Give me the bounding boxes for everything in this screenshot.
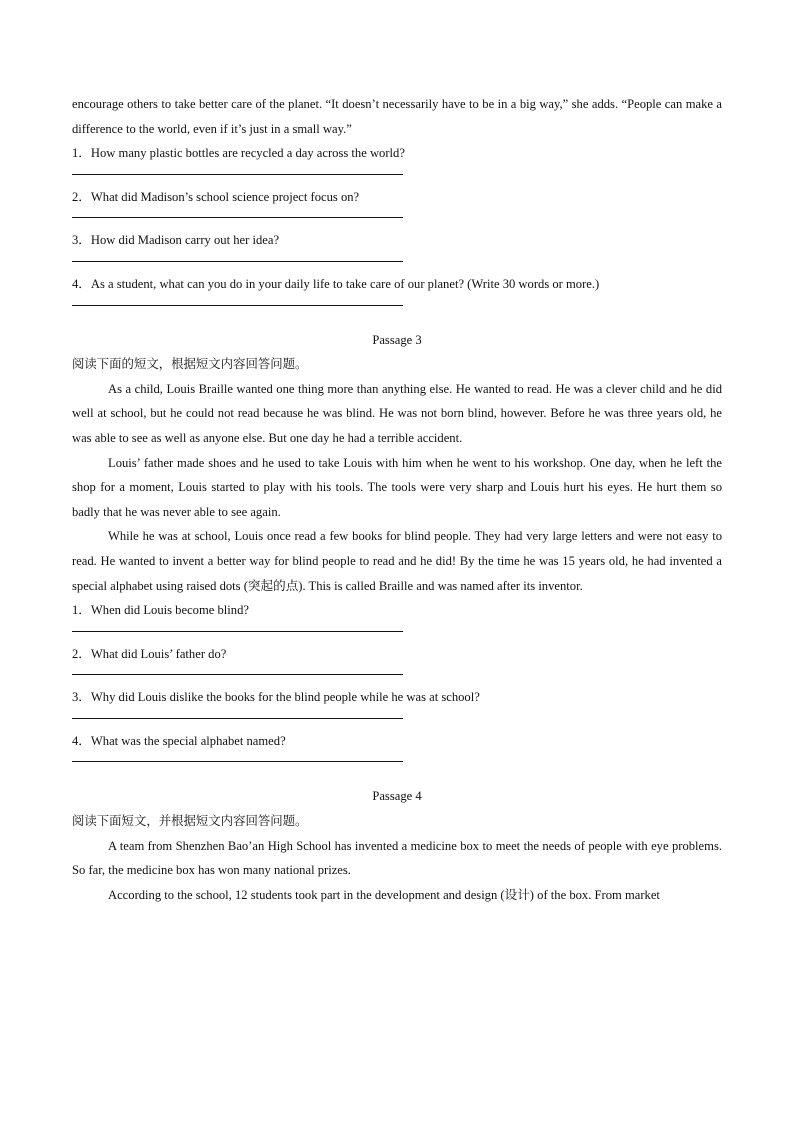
question-item: 3．Why did Louis dislike the books for the blind people while he was at school? [72,690,480,705]
passage-paragraph: As a child, Louis Braille wanted one thing more than anything else. He wanted to read. He was a clever child and he did well at school, but he could not read because he was blind. He was not born blind, however. Before he was three years old, he was able to see as well as anyone else. But one day he had a terrible accident. [72,381,722,445]
question-item: 2．What did Louis’ father do? [72,646,227,661]
passage-paragraph: According to the school, 12 students took part in the development and design (设计) of the box. From market [108,887,660,902]
passage-4 [72,784,722,907]
answer-line[interactable] [72,261,403,262]
answer-line[interactable] [72,217,403,218]
passage2-question-list [72,141,722,305]
passage-paragraph: Louis’ father made shoes and he used to take Louis with him when he went to his workshop. One day, when he left the shop for a moment, Louis started to play with his tools. The tools were very sharp and Louis hurt his eyes. He hurt them so badly that he was never able to see again. [72,455,722,519]
answer-line[interactable] [72,761,403,762]
passage2-tail-paragraph: encourage others to take better care of the planet. “It doesn’t necessarily have to be in a big way,” she adds. “People can make a difference to the world, even if it’s just in a small way.” [72,97,722,136]
passage-instruction: 阅读下面短文，并根据短文内容回答问题。 [72,813,308,829]
answer-line[interactable] [72,174,403,175]
question-item: 4．What was the special alphabet named? [72,733,286,748]
answer-line[interactable] [72,631,403,632]
page-content [72,92,722,907]
passage-instruction: 阅读下面的短文，根据短文内容回答问题。 [72,356,308,372]
question-item: 4．As a student, what can you do in your daily life to take care of our planet? (Write 30 words or more.) [72,276,600,291]
question-item: 3．How did Madison carry out her idea? [72,233,280,248]
answer-line[interactable] [72,718,403,719]
passage3-question-list [72,598,722,762]
passage-paragraph: While he was at school, Louis once read a few books for blind people. They had very large letters and were not easy to read. He wanted to invent a better way for blind people to read and he did! By the time he was 15 years old, he had invented a special alphabet using raised dots (突起的点). This is called Braille and was named after its inventor. [72,529,722,593]
question-item: 2．What did Madison’s school science project focus on? [72,189,360,204]
question-item: 1．How many plastic bottles are recycled a day across the world? [72,146,405,161]
passage-title: Passage 4 [372,789,422,804]
answer-line[interactable] [72,305,403,306]
passage-3 [72,328,722,763]
passage-paragraph: A team from Shenzhen Bao’an High School has invented a medicine box to meet the needs of people with eye problems. So far, the medicine box has won many national prizes. [72,838,722,878]
answer-line[interactable] [72,674,403,675]
passage-title: Passage 3 [372,332,422,347]
question-item: 1．When did Louis become blind? [72,603,249,618]
